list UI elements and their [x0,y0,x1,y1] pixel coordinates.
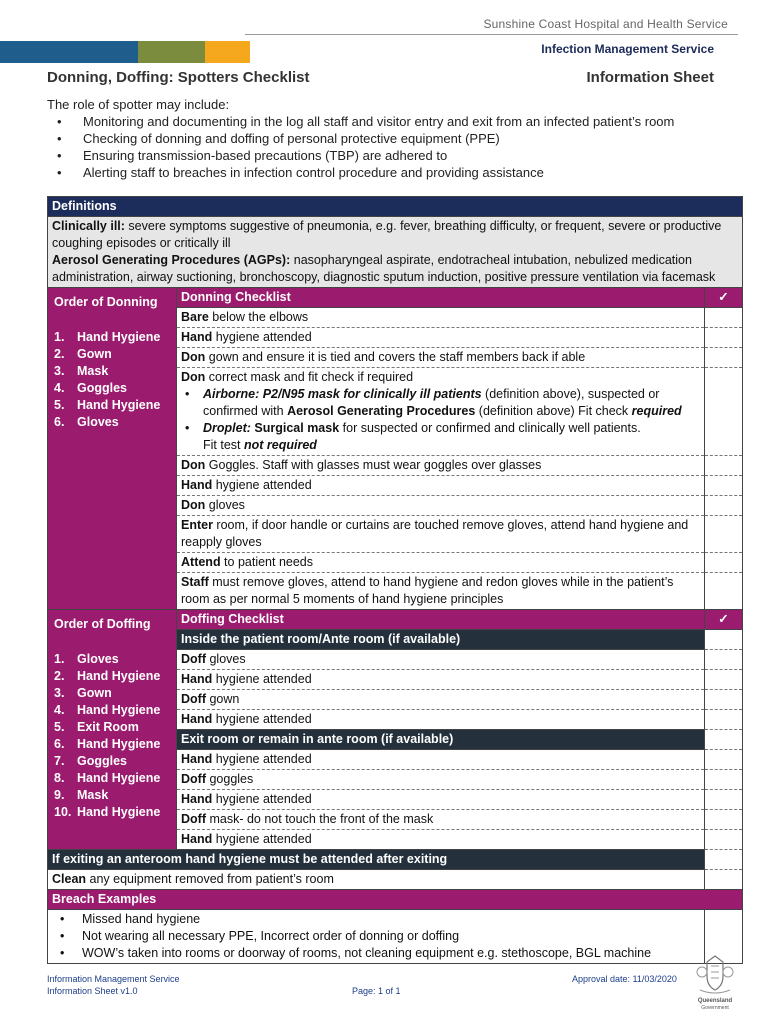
crest-text-queensland: Queensland [697,998,733,1004]
list-item: 2. Gown [54,347,112,361]
checklist-item: Hand hygiene attended [177,790,705,810]
checkmark-icon: ✓ [705,610,743,630]
mask-options [203,386,700,454]
breach-heading: Breach Examples [48,890,743,910]
checklist-item: Attend to patient needs [177,553,705,573]
checklist-item: Don gloves [177,496,705,516]
list-item: 8. Hand Hygiene [54,771,161,785]
checklist-item-mask: Don correct mask and fit check if required • Airborne: P2/N95 mask for clinically ill patients (definition above), suspected or confirmed with Aerosol Generating Procedures (definition above) Fit check required • Droplet: Surgical mask for suspected or confirmed and clinically well patients. Fit test not required [177,368,705,456]
term-agp: Aerosol Generating Procedures (AGPs): [52,253,291,267]
tick-box[interactable] [705,650,743,670]
doffing-order-panel [48,610,177,850]
list-item: 6. Gloves [54,415,119,429]
tick-box[interactable] [705,516,743,553]
tick-box[interactable] [705,496,743,516]
footer-approval-date: Approval date: 11/03/2020 [572,974,677,984]
tick-box[interactable] [705,308,743,328]
doffing-order-list [54,651,170,821]
list-item: 4. Hand Hygiene [54,703,161,717]
footer-service: Information Management Service [47,974,180,984]
footer-version: Information Sheet v1.0 [47,986,138,996]
header-rule [245,34,738,35]
tick-box[interactable] [705,456,743,476]
tick-box[interactable] [705,790,743,810]
doffing-order-title: Order of Doffing [54,617,151,631]
donning-checklist-heading: Donning Checklist [177,288,705,308]
exit-room-heading: Exit room or remain in ante room (if available) [177,730,705,750]
tick-box[interactable] [705,368,743,456]
checklist-item: Hand hygiene attended [177,750,705,770]
anteroom-note: If exiting an anteroom hand hygiene must be attended after exiting [48,850,705,870]
tick-box[interactable] [705,750,743,770]
breach-list [82,911,700,962]
queensland-government-crest-icon [692,952,738,1012]
checklist-item: Hand hygiene attended [177,670,705,690]
tick-box[interactable] [705,553,743,573]
checklist-item: Hand hygiene attended [177,476,705,496]
list-item: 2. Hand Hygiene [54,669,161,683]
definition-agp [52,252,738,286]
tick-box[interactable] [705,670,743,690]
doffing-checklist-heading: Doffing Checklist [177,610,705,630]
definition-text: nasopharyngeal aspirate, endotracheal intubation, nebulized medication administration, airway suctioning, bronchoscopy, diagnostic sputum induction, positive pressure ventilation via facemask [52,253,716,284]
list-item: 1. Gloves [54,652,119,666]
list-item: 3. Mask [54,364,109,378]
donning-order-list [54,329,170,431]
crest-text-government: Government [701,1005,729,1011]
tick-box[interactable] [705,870,743,890]
list-item: 9. Mask [54,788,109,802]
donning-order-panel [48,288,177,610]
checklist-item: Don gown and ensure it is tied and covers the staff members back if able [177,348,705,368]
tick-box[interactable] [705,830,743,850]
donning-order-title: Order of Donning [54,295,158,309]
term-clinically-ill: Clinically ill: [52,219,125,233]
brand-band-orange [205,41,250,63]
page-title: Donning, Doffing: Spotters Checklist [47,69,310,86]
checklist-item: Bare below the elbows [177,308,705,328]
intro-list [83,113,727,181]
airborne-option: • Airborne: P2/N95 mask for clinically ill patients (definition above), suspected or confirmed with Aerosol Generating Procedures (definition above) Fit check required [203,386,700,420]
spotter-role-intro [47,96,727,181]
tick-box[interactable] [705,630,743,650]
inside-room-heading: Inside the patient room/Ante room (if available) [177,630,705,650]
brand-band-olive [138,41,205,63]
tick-box[interactable] [705,573,743,610]
checklist-item: Staff must remove gloves, attend to hand hygiene and redon gloves while in the patient’s room as per normal 5 moments of hand hygiene principles [177,573,705,610]
tick-box[interactable] [705,810,743,830]
tick-box[interactable] [705,710,743,730]
list-item: 5. Exit Room [54,720,139,734]
tick-box[interactable] [705,730,743,750]
list-item: 7. Goggles [54,754,128,768]
document-type: Information Sheet [586,69,714,86]
list-item: • Missed hand hygiene [82,911,700,928]
organisation-name: Sunshine Coast Hospital and Health Service [483,17,728,31]
checklist-item: Doff gown [177,690,705,710]
intro-lead: The role of spotter may include: [47,97,230,112]
breach-examples [48,910,705,964]
definitions-heading: Definitions [48,197,743,217]
footer-left [47,973,180,997]
checkmark-icon: ✓ [705,288,743,308]
tick-box[interactable] [705,476,743,496]
list-item: • Not wearing all necessary PPE, Incorrect order of donning or doffing [82,928,700,945]
checklist-item: Hand hygiene attended [177,710,705,730]
checklist-item: Enter room, if door handle or curtains are touched remove gloves, attend hand hygiene and reapply gloves [177,516,705,553]
list-item: • Ensuring transmission-based precautions (TBP) are adhered to [83,147,727,164]
checklist-item: Don Goggles. Staff with glasses must wear goggles over glasses [177,456,705,476]
definition-clinically-ill [52,218,738,252]
tick-box[interactable] [705,850,743,870]
droplet-option: • Droplet: Surgical mask for suspected or confirmed and clinically well patients. Fit test not required [203,420,700,454]
definition-text: severe symptoms suggestive of pneumonia, e.g. fever, breathing difficulty, or frequent, severe or productive coughing episodes or critically ill [52,219,722,250]
checklist-table [47,196,743,964]
list-item: 6. Hand Hygiene [54,737,161,751]
list-item: • WOW’s taken into rooms or doorway of rooms, not cleaning equipment e.g. stethoscope, BGL machine [82,945,700,962]
list-item: 1. Hand Hygiene [54,330,161,344]
list-item: • Checking of donning and doffing of personal protective equipment (PPE) [83,130,727,147]
checklist-item: Doff mask- do not touch the front of the mask [177,810,705,830]
tick-box[interactable] [705,328,743,348]
list-item: 3. Gown [54,686,112,700]
list-item: 10. Hand Hygiene [54,805,161,819]
checklist-item: Doff gloves [177,650,705,670]
checklist-item: Hand hygiene attended [177,830,705,850]
clean-equipment-item: Clean any equipment removed from patient’s room [48,870,705,890]
tick-box[interactable] [705,770,743,790]
list-item: 5. Hand Hygiene [54,398,161,412]
footer-page-number: Page: 1 of 1 [352,986,401,996]
checklist-item: Hand hygiene attended [177,328,705,348]
brand-band-blue [0,41,138,63]
list-item: • Alerting staff to breaches in infection control procedure and providing assistance [83,164,727,181]
tick-box[interactable] [705,690,743,710]
tick-box[interactable] [705,348,743,368]
list-item: 4. Goggles [54,381,128,395]
checklist-item: Doff goggles [177,770,705,790]
list-item: • Monitoring and documenting in the log all staff and visitor entry and exit from an infected patient’s room [83,113,727,130]
definitions-body [48,217,743,288]
service-name: Infection Management Service [541,42,714,56]
